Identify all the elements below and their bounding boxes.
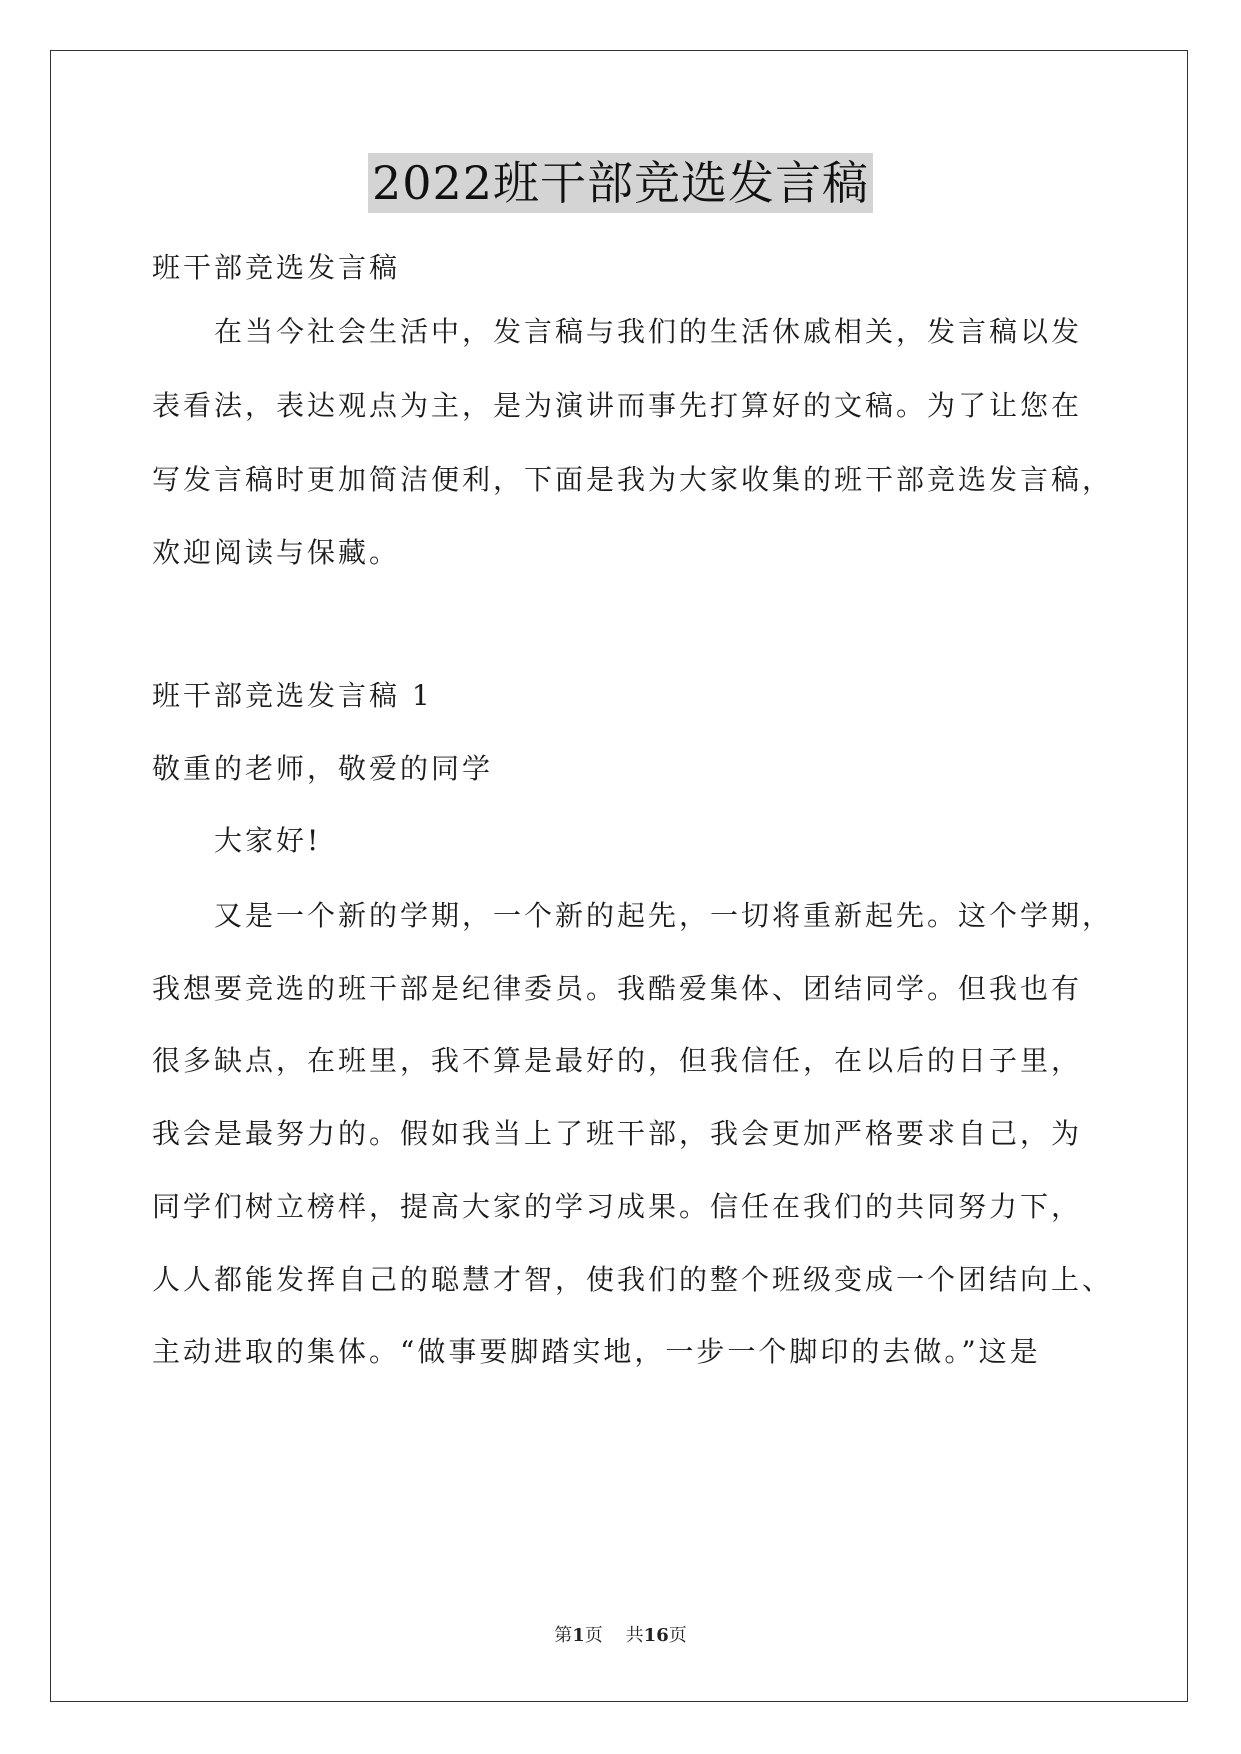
paragraph-line: 很多缺点，在班里，我不算是最好的，但我信任，在以后的日子里， <box>152 1044 1083 1077</box>
paragraph-line: 表看法，表达观点为主，是为演讲而事先打算好的文稿。为了让您在 <box>152 389 1083 422</box>
page-prefix: 第 <box>554 1625 573 1646</box>
section-heading: 班干部竞选发言稿 <box>152 251 401 284</box>
paragraph-line: 人人都能发挥自己的聪慧才智，使我们的整个班级变成一个团结向上、 <box>152 1263 1114 1296</box>
salutation: 敬重的老师，敬爱的同学 <box>152 752 494 785</box>
total-page-count: 16 <box>643 1625 669 1646</box>
total-suffix: 页 <box>668 1625 687 1646</box>
total-prefix: 共 <box>625 1625 644 1646</box>
paragraph-line: 写发言稿时更加简洁便利，下面是我为大家收集的班干部竞选发言稿， <box>152 463 1114 496</box>
current-page-number: 1 <box>572 1625 585 1646</box>
paragraph-line: 主动进取的集体。“做事要脚踏实地，一步一个脚印的去做。”这是 <box>152 1335 1041 1368</box>
document-title: 2022班干部竞选发言稿 <box>368 153 873 213</box>
section-heading: 班干部竞选发言稿 1 <box>152 679 433 712</box>
paragraph-line: 在当今社会生活中，发言稿与我们的生活休戚相关，发言稿以发 <box>214 315 1083 348</box>
greeting: 大家好! <box>214 824 322 857</box>
page-footer <box>0 1624 1241 1648</box>
paragraph-line: 欢迎阅读与保藏。 <box>152 536 401 569</box>
page-border <box>50 50 1188 1702</box>
page-suffix: 页 <box>584 1625 603 1646</box>
paragraph-line: 我想要竞选的班干部是纪律委员。我酷爱集体、团结同学。但我也有 <box>152 972 1083 1005</box>
title-container <box>0 153 1241 213</box>
paragraph-line: 我会是最努力的。假如我当上了班干部，我会更加严格要求自己，为 <box>152 1117 1083 1150</box>
paragraph-line: 又是一个新的学期，一个新的起先，一切将重新起先。这个学期， <box>214 899 1114 932</box>
paragraph-line: 同学们树立榜样，提高大家的学习成果。信任在我们的共同努力下， <box>152 1190 1083 1223</box>
